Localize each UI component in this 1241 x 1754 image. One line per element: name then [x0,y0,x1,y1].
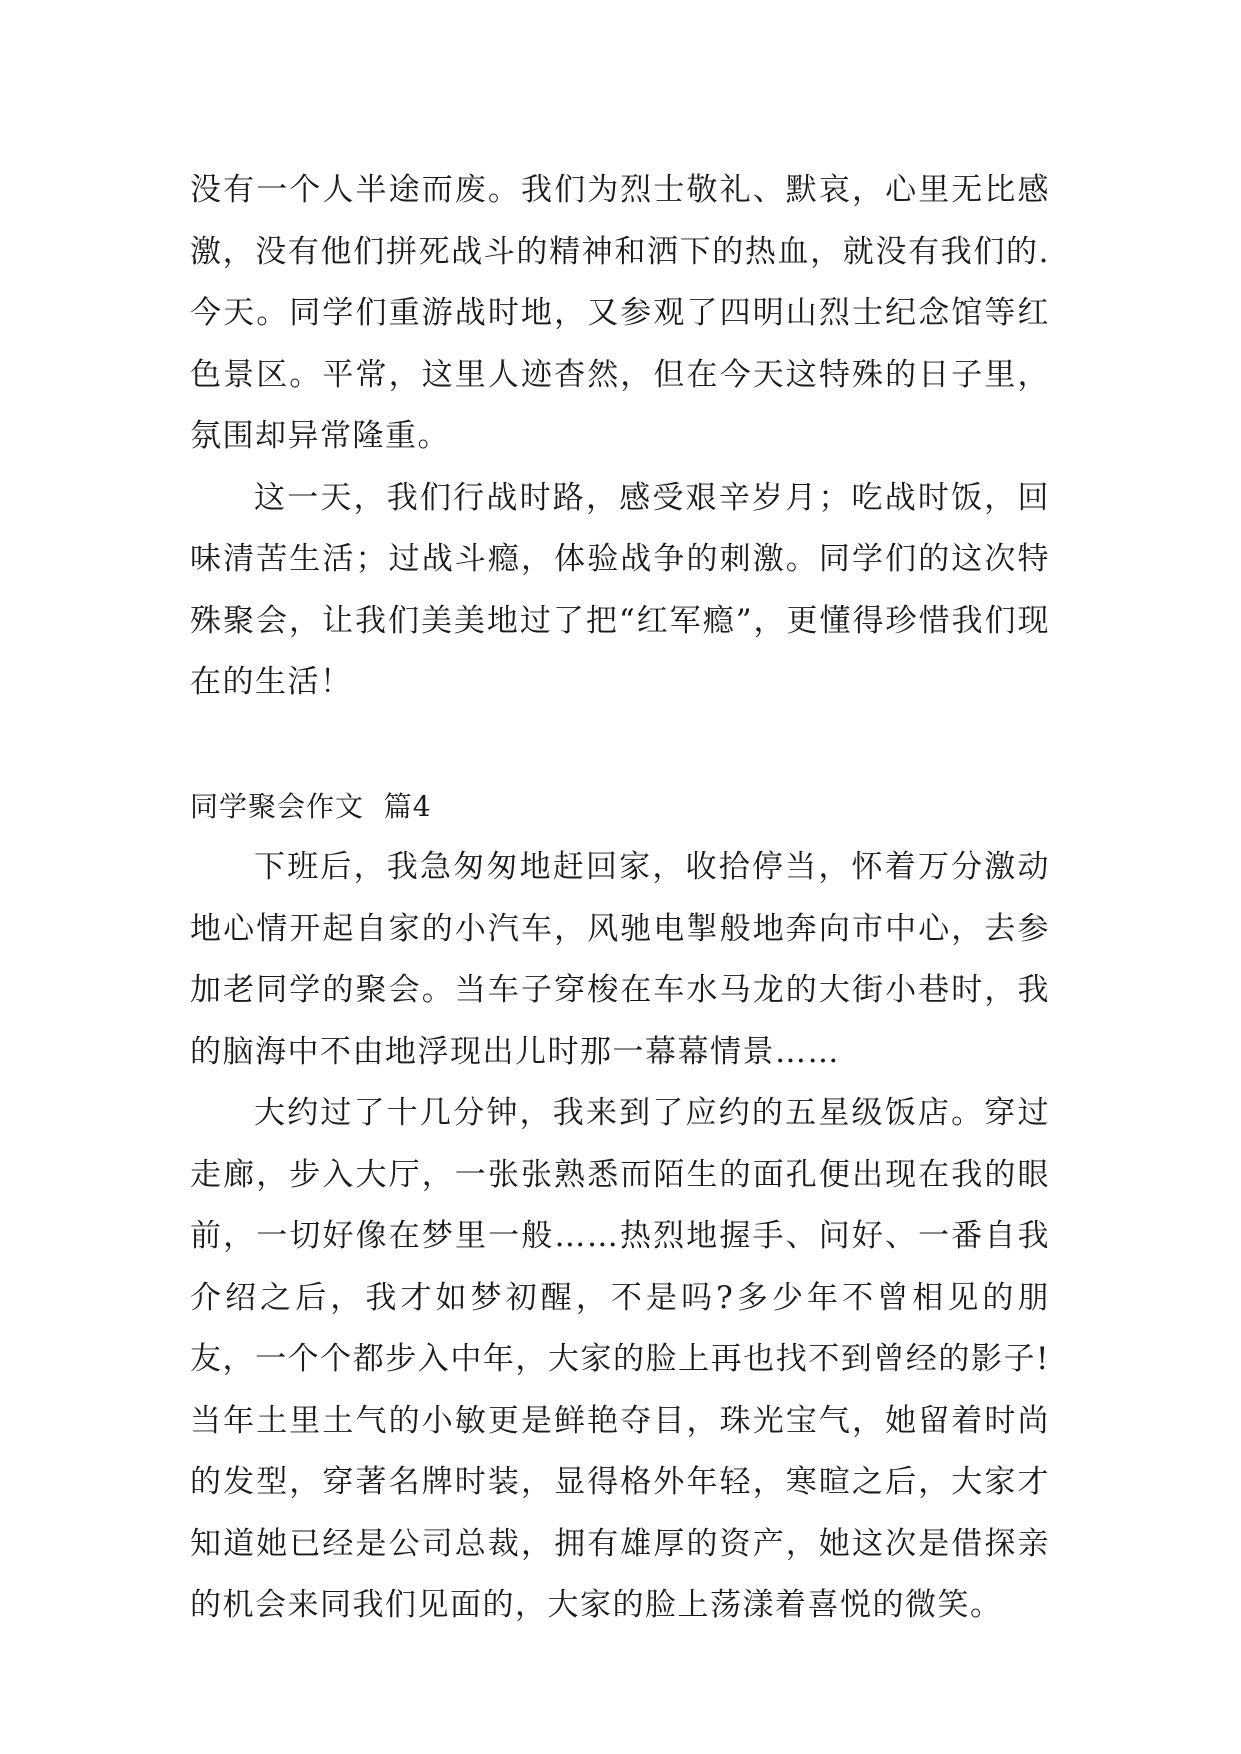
paragraph-hotel-reunion: 大约过了十几分钟，我来到了应约的五星级饭店。穿过走廊，步入大厅，一张张熟悉而陌生的面孔便出现在我的眼前，一切好像在梦里一般……热烈地握手、问好、一番自我介绍之后，我才如梦初醒，不是吗?多少年不曾相见的朋友，一个个都步入中年，大家的脸上再也找不到曾经的影子!当年土里土气的小敏更是鲜艳夺目，珠光宝气，她留着时尚的发型，穿著名牌时装，显得格外年轻，寒暄之后，大家才知道她已经是公司总裁，拥有雄厚的资产，她这次是借探亲的机会来同我们见面的，大家的脸上荡漾着喜悦的微笑。 [190,1095,1050,1623]
paragraph-red-army-day: 这一天，我们行战时路，感受艰辛岁月；吃战时饭，回味清苦生活；过战斗瘾，体验战争的刺激。同学们的这次特殊聚会，让我们美美地过了把“红军瘾”，更懂得珍惜我们现在的生活！ [190,479,1050,700]
section-heading: 同学聚会作文 篇4 [190,789,432,823]
section-spacer [190,714,1050,776]
paragraph-continuation: 没有一个人半途而废。我们为烈士敬礼、默哀，心里无比感激，没有他们拼死战斗的精神和洒下的热血，就没有我们的.今天。同学们重游战时地，又参观了四明山烈士纪念馆等红色景区。平常，这里人迹杳然，但在今天这特殊的日子里，氛围却异常隆重。 [190,172,1050,454]
document-body [190,160,1050,1637]
paragraph-after-work: 下班后，我急匆匆地赶回家，收拾停当，怀着万分激动地心情开起自家的小汽车，风驰电掣般地奔向市中心，去参加老同学的聚会。当车子穿梭在车水马龙的大街小巷时，我的脑海中不由地浮现出儿时那一幕幕情景…… [190,849,1050,1070]
